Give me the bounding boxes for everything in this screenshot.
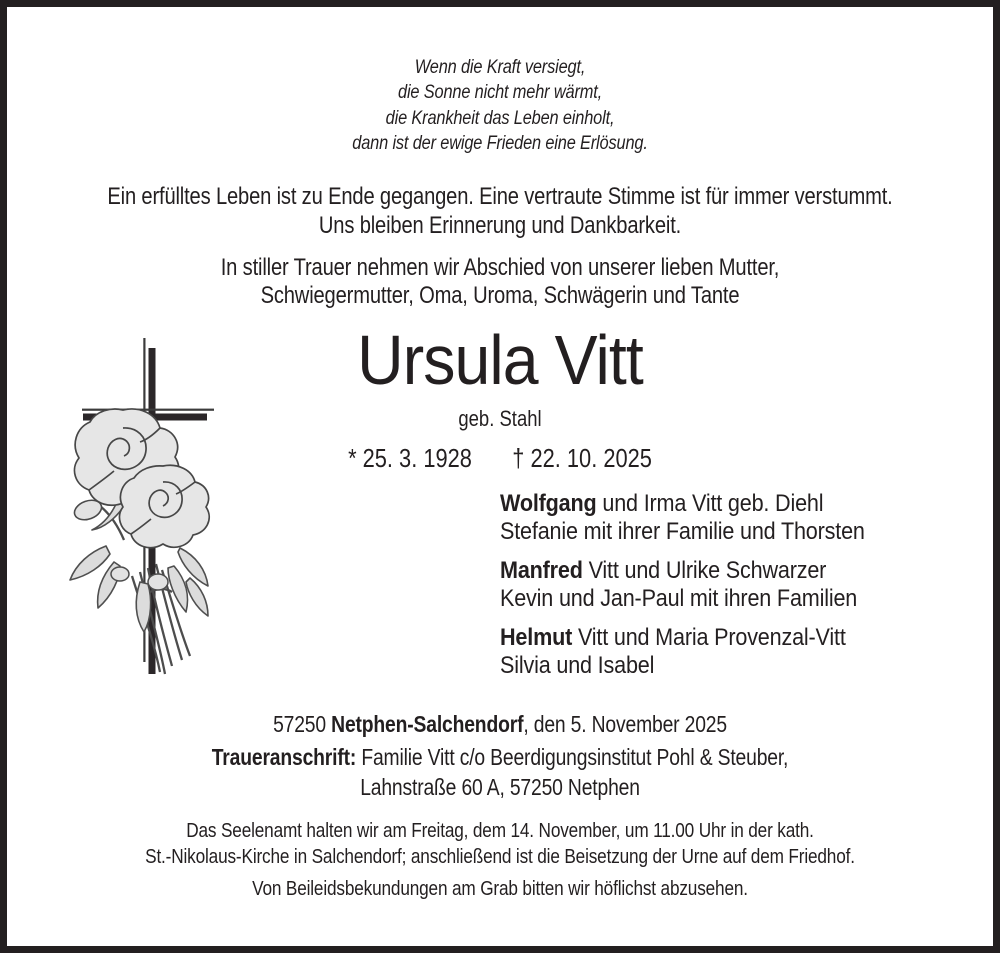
verse-line: Wenn die Kraft versiegt, xyxy=(414,56,586,78)
mourning-address xyxy=(86,743,914,802)
mourner-line: Stefanie mit ihrer Familie und Thorsten xyxy=(500,517,865,545)
roses-icon xyxy=(70,409,209,674)
condolence-note: Von Beileidsbekundungen am Grab bitten wir höflichst abzusehen. xyxy=(252,877,748,900)
mourner-line: Wolfgang und Irma Vitt geb. Diehl xyxy=(500,490,824,517)
mourner-name: Manfred xyxy=(500,557,583,584)
intro-line: Ein erfülltes Leben ist zu Ende gegangen. Eine vertraute Stimme ist für immer verstummt. xyxy=(107,183,893,210)
memorial-verse xyxy=(86,55,914,156)
mourner-group xyxy=(500,557,865,612)
address-line: Traueranschrift: Familie Vitt c/o Beerdigungsinstitut Pohl & Steuber, xyxy=(211,744,789,770)
service-line: St.-Nikolaus-Kirche in Salchendorf; anschließend ist die Beisetzung der Urne auf dem Friedhof. xyxy=(145,844,855,868)
mourner-name: Helmut xyxy=(500,624,573,651)
mourner-group xyxy=(500,490,865,545)
intro-line: Uns bleiben Erinnerung und Dankbarkeit. xyxy=(318,212,682,239)
mourner-line: Manfred Vitt und Ulrike Schwarzer xyxy=(500,557,827,584)
birth-date: * 25. 3. 1928 xyxy=(348,443,472,473)
service-info xyxy=(86,818,914,869)
mourner-group xyxy=(500,624,865,679)
service-line: Das Seelenamt halten wir am Freitag, dem 14. November, um 11.00 Uhr in der kath. xyxy=(186,819,814,842)
verse-line: die Sonne nicht mehr wärmt, xyxy=(398,81,602,104)
place-date-line xyxy=(86,710,914,738)
zip-code: 57250 xyxy=(273,711,332,737)
announcement-line: In stiller Trauer nehmen wir Abschied von unserer lieben Mutter, xyxy=(220,254,780,281)
mourner-name: Wolfgang xyxy=(500,490,597,517)
death-date: † 22. 10. 2025 xyxy=(512,443,652,473)
intro-paragraph xyxy=(86,182,914,240)
announcement-line: Schwiegermutter, Oma, Uroma, Schwägerin und Tante xyxy=(260,281,740,309)
date-suffix: , den 5. November 2025 xyxy=(523,711,727,737)
announcement-paragraph xyxy=(86,254,914,309)
deceased-name: Ursula Vitt xyxy=(357,321,643,399)
cross-with-roses-illustration xyxy=(62,330,297,692)
city-name: Netphen-Salchendorf xyxy=(331,711,524,737)
mourner-line: Silvia und Isabel xyxy=(500,651,655,679)
maiden-name: geb. Stahl xyxy=(458,406,542,431)
verse-line: dann ist der ewige Frieden eine Erlösung. xyxy=(352,131,648,154)
mourner-line: Kevin und Jan-Paul mit ihren Familien xyxy=(500,584,858,612)
mourner-line: Helmut Vitt und Maria Provenzal-Vitt xyxy=(500,624,846,651)
verse-line: die Krankheit das Leben einholt, xyxy=(385,106,615,129)
mourners-list xyxy=(500,490,865,691)
address-label: Traueranschrift: xyxy=(211,744,357,770)
address-line: Lahnstraße 60 A, 57250 Netphen xyxy=(360,773,640,800)
